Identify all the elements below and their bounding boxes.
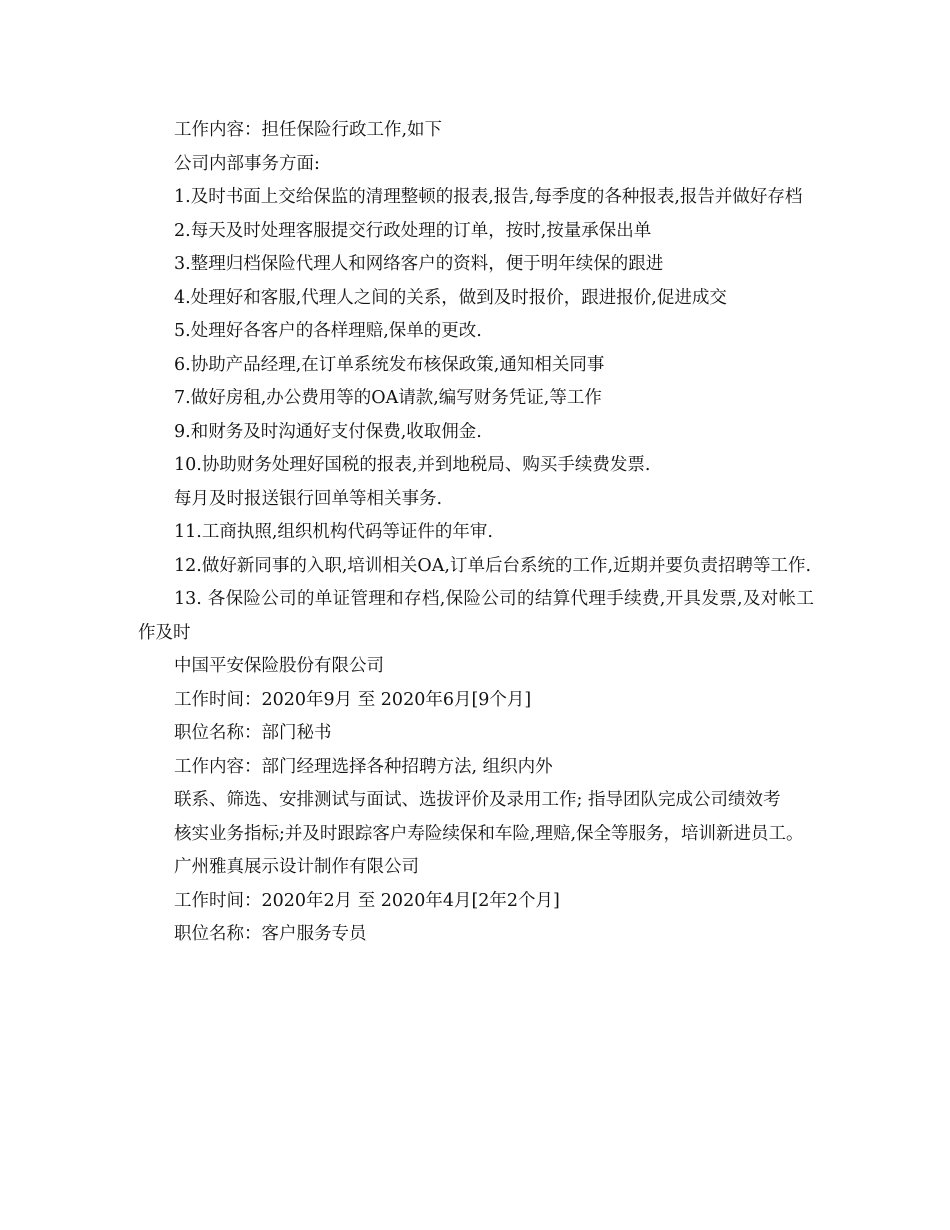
paragraph-company-yazhen: 广州雅真展示设计制作有限公司 (174, 857, 419, 877)
paragraph-recruiting-details: 联系、筛选、安排测试与面试、选拔评价及录用工作; 指导团队完成公司绩效考 (174, 790, 781, 810)
paragraph-item-10: 10.协助财务处理好国税的报表,并到地税局、购买手续费发票. (174, 455, 651, 475)
paragraph-item-12: 12.做好新同事的入职,培训相关OA,订单后台系统的工作,近期并要负责招聘等工作. (174, 555, 812, 576)
paragraph-work-period-pingan: 工作时间：2020年9月 至 2020年6月[9个月] (174, 689, 532, 710)
paragraph-item-1: 1.及时书面上交给保监的清理整顿的报表,报告,每季度的各种报表,报告并做好存档 (174, 187, 803, 207)
paragraph-item-7: 7.做好房租,办公费用等的OA请款,编写财务凭证,等工作 (174, 388, 602, 408)
paragraph-company-pingan: 中国平安保险股份有限公司 (174, 656, 384, 676)
paragraph-job-title-secretary: 职位名称：部门秘书 (174, 723, 332, 743)
paragraph-work-content-recruiting: 工作内容：部门经理选择各种招聘方法, 组织内外 (174, 756, 553, 777)
paragraph-monthly-bank-receipts: 每月及时报送银行回单等相关事务. (174, 488, 443, 509)
paragraph-performance-details: 核实业务指标;并及时跟踪客户寿险续保和车险,理赔,保全等服务，培训新进员工。 (174, 823, 804, 844)
paragraph-internal-affairs-heading: 公司内部事务方面: (174, 153, 320, 174)
paragraph-item-5: 5.处理好各客户的各样理赔,保单的更改. (174, 321, 482, 341)
paragraph-work-period-yazhen: 工作时间：2020年2月 至 2020年4月[2年2个月] (174, 890, 560, 911)
paragraph-item-6: 6.协助产品经理,在订单系统发布核保政策,通知相关同事 (174, 354, 605, 375)
document-body (138, 114, 814, 952)
paragraph-item-13: 13. 各保险公司的单证管理和存档,保险公司的结算代理手续费,开具发票,及对帐工作及时 (138, 589, 814, 643)
paragraph-item-9: 9.和财务及时沟通好支付保费,收取佣金. (174, 421, 482, 442)
paragraph-item-11: 11.工商执照,组织机构代码等证件的年审. (174, 522, 493, 542)
paragraph-work-content-admin: 工作内容：担任保险行政工作,如下 (174, 120, 443, 140)
paragraph-item-3: 3.整理归档保险代理人和网络客户的资料，便于明年续保的跟进 (174, 254, 664, 274)
paragraph-item-2: 2.每天及时处理客服提交行政处理的订单，按时,按量承保出单 (174, 220, 652, 241)
paragraph-job-title-customer-service: 职位名称：客户服务专员 (174, 924, 367, 944)
paragraph-item-4: 4.处理好和客服,代理人之间的关系，做到及时报价，跟进报价,促进成交 (174, 287, 727, 308)
